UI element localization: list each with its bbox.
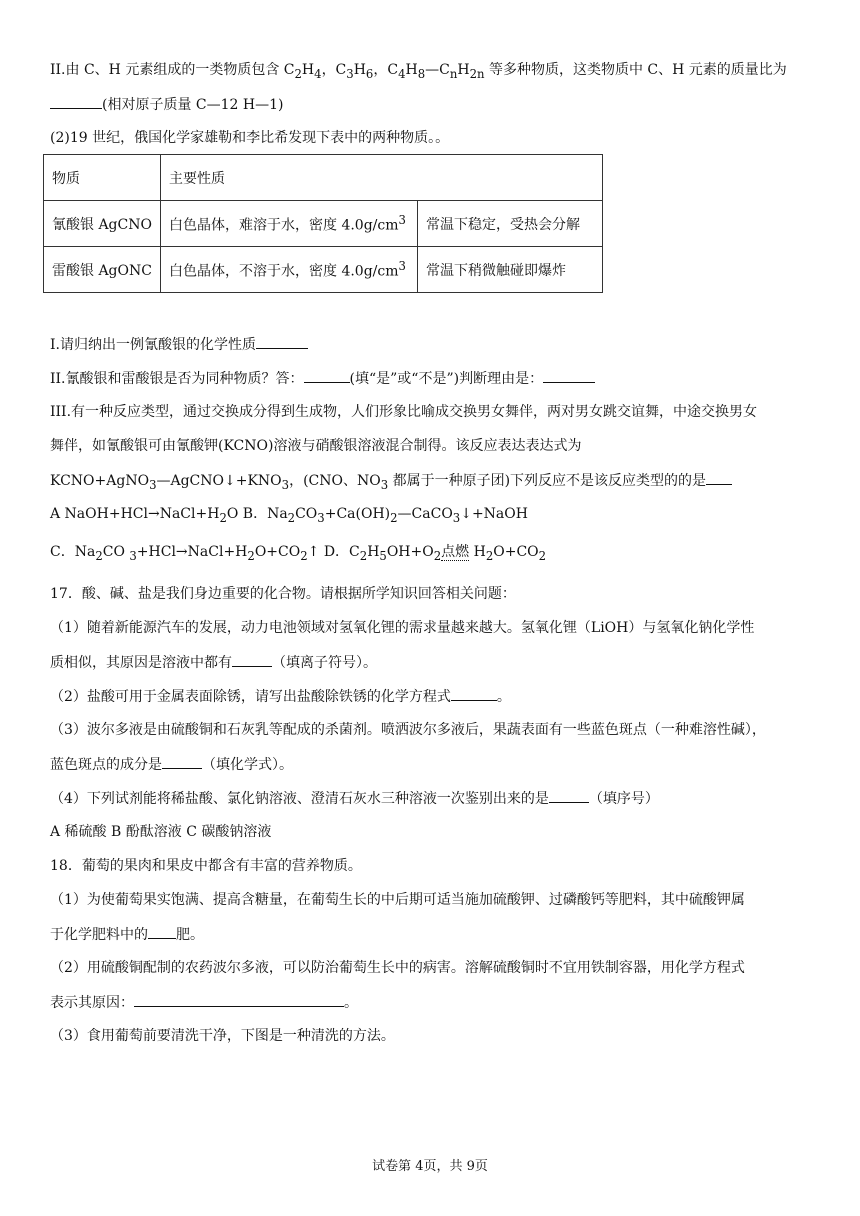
subscript: 2 (538, 548, 547, 563)
subscript: 2 (247, 548, 255, 563)
cell-physical-property (161, 247, 418, 293)
text: —AgCNO↓+KNO (156, 473, 282, 489)
text: C．Na (50, 544, 96, 560)
answer-blank[interactable] (706, 470, 732, 485)
line-sub-ii (50, 368, 595, 389)
text: O+CO (493, 544, 539, 560)
text: ↑ D．C (307, 544, 360, 560)
header-substance: 物质 (44, 155, 161, 201)
text: （3）波尔多液是由硫酸铜和石灰乳等配成的杀菌剂。喷洒波尔多液后，果蔬表面有一些蓝色斑点（一种难溶性碱）， (50, 722, 766, 738)
text: （3）食用葡萄前要清洗干净，下图是一种清洗的方法。 (50, 1028, 395, 1044)
cell-chemical-property: 常温下稳定，受热会分解 (418, 201, 603, 247)
line-q17-4 (50, 788, 659, 809)
text: O B．Na (226, 506, 288, 522)
line-options-ab (50, 504, 528, 528)
text: CO (102, 544, 130, 560)
superscript: 3 (398, 212, 406, 227)
line-q17-1-cont (50, 652, 377, 673)
subscript: 2 (219, 510, 227, 525)
cell-substance: 氰酸银 AgCNO (44, 201, 161, 247)
line-sub-iii-cont (50, 436, 581, 456)
text: A 稀硫酸 B 酚酞溶液 C 碳酸钠溶液 (50, 824, 272, 840)
text: ，(CNO、NO (289, 473, 381, 489)
text: —CaCO (397, 506, 453, 522)
text: H (353, 62, 366, 78)
ignition-condition: 点燃 (441, 544, 470, 560)
line-sub-iii (50, 402, 757, 422)
answer-blank[interactable] (162, 754, 202, 769)
text: H (367, 544, 380, 560)
answer-blank[interactable] (304, 368, 350, 383)
text: III.有一种反应类型，通过交换成分得到生成物，人们形象比喻成交换男女舞伴，两对男女跳交谊舞，中途交换男女 (50, 404, 758, 420)
text: 白色晶体，难溶于水，密度 4.0g/cm (169, 217, 399, 234)
text: 。 (496, 689, 511, 705)
subscript: 3 (281, 477, 290, 492)
text: KCNO+AgNO (50, 473, 150, 489)
subscript: 2 (300, 548, 308, 563)
text: （4）下列试剂能将稀盐酸、氯化钠溶液、澄清石灰水三种溶液一次鉴别出来的是 (50, 791, 549, 807)
subscript: 2 (485, 548, 494, 563)
subscript: 3 (452, 510, 461, 525)
subscript: 2 (287, 510, 296, 525)
text: 。 (344, 995, 358, 1011)
text: （1）随着新能源汽车的发展，动力电池领域对氢氧化锂的需求量越来越大。氢氧化锂（LiOH）与氢氧化钠化学性 (50, 620, 755, 636)
line-q18-1-cont (50, 924, 204, 945)
text: （填化学式）。 (202, 757, 293, 773)
line-q17-3 (50, 720, 766, 740)
header-properties: 主要性质 (161, 155, 603, 201)
cell-physical-property (161, 201, 418, 247)
table-row (44, 247, 603, 293)
subscript: 3 (380, 477, 389, 492)
text: （填离子符号）。 (272, 655, 377, 671)
answer-blank[interactable] (256, 334, 308, 349)
table-header-row (44, 155, 603, 201)
line-q18-1 (50, 890, 745, 910)
text: 等多种物质，这类物质中 C、H 元素的质量比为 (484, 62, 787, 78)
text: H (469, 544, 486, 560)
text: —C (425, 62, 450, 78)
line-q18-2 (50, 958, 745, 978)
answer-blank[interactable] (549, 788, 589, 803)
subscript: 2 (294, 66, 302, 81)
subscript: 2n (469, 66, 485, 81)
line-mass-ratio (50, 94, 283, 115)
answer-blank[interactable] (451, 686, 497, 701)
subscript: 4 (398, 66, 406, 81)
line-q17-4-options (50, 822, 271, 842)
text: 舞伴，如氰酸银可由氰酸钾(KCNO)溶液与硝酸银溶液混合制得。该反应表达表达式为 (50, 438, 582, 454)
text: 都属于一种原子团)下列反应不是该反应类型的的是 (388, 473, 707, 489)
text: II.由 C、H 元素组成的一类物质包含 C (50, 62, 295, 78)
answer-blank[interactable] (134, 992, 344, 1007)
text: 于化学肥料中的 (50, 927, 148, 943)
answer-blank[interactable] (543, 368, 595, 383)
text: 18．葡萄的果肉和果皮中都含有丰富的营养物质。 (50, 858, 362, 874)
subscript: 6 (365, 66, 374, 81)
answer-blank[interactable] (148, 924, 176, 939)
subscript: 2 (95, 548, 103, 563)
properties-table (43, 154, 603, 293)
text: 肥。 (176, 927, 204, 943)
text: 白色晶体，不溶于水，密度 4.0g/cm (169, 263, 399, 280)
line-hydrocarbon (50, 60, 787, 84)
text: +HCl→NaCl+H (136, 544, 248, 560)
table-row (44, 201, 603, 247)
text: (填“是”或“不是”)判断理由是： (349, 371, 544, 387)
page-footer: 试卷第 4页，共 9页 (372, 1159, 488, 1174)
text: （填序号） (588, 791, 659, 807)
text: CO (295, 506, 318, 522)
text: H (301, 62, 315, 78)
subscript: 2 (359, 548, 368, 563)
subscript: 3 (149, 477, 157, 492)
text: H (457, 62, 470, 78)
text: （1）为使葡萄果实饱满、提高含糖量，在葡萄生长的中后期可适当施加硫酸钾、过磷酸钙等肥料，其中硫酸钾属 (50, 892, 745, 908)
line-reaction-equation (50, 470, 732, 495)
line-q18-3 (50, 1026, 395, 1046)
line-question-2 (50, 128, 449, 148)
text: ↓+NaOH (460, 506, 528, 522)
text: +Ca(OH) (324, 506, 391, 522)
question-17-title (50, 584, 516, 604)
subscript: 3 (317, 510, 325, 525)
cell-chemical-property: 常温下稍微触碰即爆炸 (418, 247, 603, 293)
cell-substance: 雷酸银 AgONC (44, 247, 161, 293)
line-q18-2-cont (50, 992, 358, 1013)
superscript: 3 (398, 258, 406, 273)
subscript: 2 (433, 548, 442, 563)
text: ，C (321, 62, 347, 78)
subscript: n (449, 66, 458, 81)
text: O+CO (254, 544, 301, 560)
answer-blank[interactable] (232, 652, 272, 667)
text: (2)19 世纪，俄国化学家雄勒和李比希发现下表中的两种物质。。 (50, 130, 450, 146)
line-sub-i (50, 334, 308, 355)
line-q17-3-cont (50, 754, 293, 775)
text: ，C (373, 62, 399, 78)
text: (相对原子质量 C—12 H—1) (102, 97, 284, 113)
text: 质相似，其原因是溶液中都有 (50, 655, 232, 671)
text: I.请归纳出一例氰酸银的化学性质 (50, 337, 256, 353)
line-q17-2 (50, 686, 511, 707)
subscript: 3 (129, 548, 137, 563)
text: （2）用硫酸铜配制的农药波尔多液，可以防治葡萄生长中的病害。溶解硫酸铜时不宜用铁制容器，用化学方程式 (50, 960, 745, 976)
text: A NaOH+HCl→NaCl+H (50, 506, 220, 522)
answer-blank[interactable] (50, 94, 102, 109)
subscript: 8 (417, 66, 426, 81)
text: 蓝色斑点的成分是 (50, 757, 162, 773)
question-18-title (50, 856, 362, 876)
text: 表示其原因： (50, 995, 134, 1011)
subscript: 5 (379, 548, 387, 563)
subscript: 2 (390, 510, 398, 525)
text: H (405, 62, 418, 78)
text: II.氰酸银和雷酸银是否为同种物质？答： (50, 371, 304, 387)
subscript: 4 (314, 66, 322, 81)
subscript: 3 (346, 66, 354, 81)
line-q17-1 (50, 618, 754, 638)
text: 17．酸、碱、盐是我们身边重要的化合物。请根据所学知识回答相关问题： (50, 586, 516, 602)
text: OH+O (386, 544, 434, 560)
text: （2）盐酸可用于金属表面除锈，请写出盐酸除铁锈的化学方程式 (50, 689, 451, 705)
line-options-cd (50, 542, 546, 566)
